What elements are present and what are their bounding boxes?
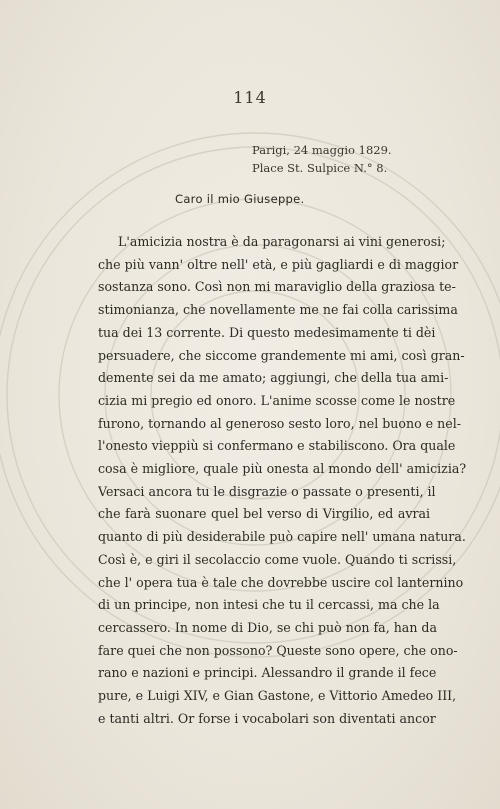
text-line: cizia mi pregio ed onoro. L'anime scosse come le nostre [98,392,456,408]
dateline [220,141,420,177]
text-line: furono, tornando al generoso sesto loro, nel buono e nel- [98,415,461,431]
dateline-place-date: Parigi, 24 maggio 1829. [252,143,392,157]
text-line: quanto di più desiderabile può capire nell' umana natura. [98,529,466,545]
text-line: fare quei che non possono? Queste sono opere, che ono- [98,642,458,658]
text-line: pure, e Luigi XIV, e Gian Gastone, e Vittorio Amedeo III, [98,688,457,704]
text-line: stimonianza, che novellamente me ne fai colla carissima [98,302,458,318]
text-line: tua dei 13 corrente. Di questo medesimamente ti dèi [98,324,436,340]
dateline-address: Place St. Sulpice N.° 8. [252,161,388,175]
text-line: demente sei da me amato; aggiungi, che della tua ami- [98,370,449,386]
salutation: Caro il mio Giuseppe. [175,192,305,206]
text-line: Versaci ancora tu le disgrazie o passate o presenti, il [98,483,436,499]
text-line: di un principe, non intesi che tu il cercassi, ma che la [98,597,440,613]
text-line: L'amicizia nostra è da paragonarsi ai vini generosi; [118,234,446,249]
text-line: che farà suonare quel bel verso di Virgilio, ed avrai [98,506,430,522]
text-line: sostanza sono. Così non mi maraviglio della graziosa te- [98,279,456,295]
text-line: l'onesto vieppiù si confermano e stabiliscono. Ora quale [98,438,456,454]
text-line: Così è, e giri il secolaccio come vuole. Quando ti scrissi, [98,551,457,567]
page-number: 114 [233,88,267,107]
text-line: che più vann' oltre nell' età, e più gagliardi e di maggior [98,256,459,272]
text-line: che l' opera tua è tale che dovrebbe uscire col lanternino [98,574,464,590]
text-line: rano e nazioni e principi. Alessandro il grande il fece [98,665,437,681]
text-line: cosa è migliore, quale più onesta al mondo dell' amicizia? [98,461,467,477]
text-line: cercassero. In nome di Dio, se chi può non fa, han da [98,619,437,635]
text-line: persuadere, che siccome grandemente mi ami, così gran- [98,347,465,363]
letter-body [98,231,467,730]
text-line: e tanti altri. Or forse i vocabolari son diventati ancor [98,710,436,726]
